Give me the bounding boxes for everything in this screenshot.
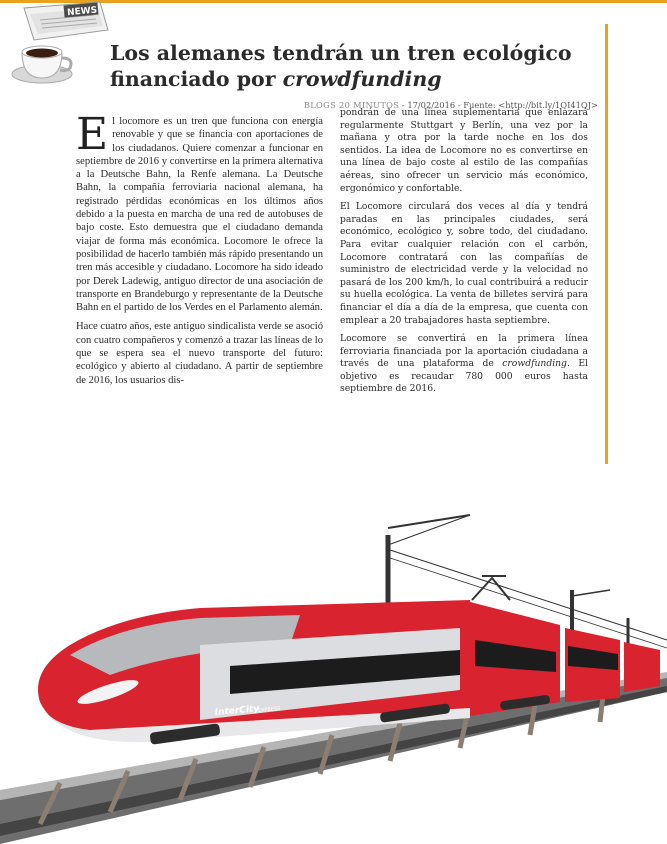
- newspaper-coffee-icon: [4, 0, 114, 90]
- paragraph-text: l locomore es un tren que funciona con energía renovable y que se financia con aportaciones de los ciudadanos. Quiere comenzar a funcionar en septiembre de 2016 y convertirse en la primera alternativa a la Deutsche Bahn, la Renfe alemana. La Deutsche Bahn, la compañía ferroviaria nacional alemana, ha registrado pérdidas económicas en los últimos años debido a la puesta en marcha de una red de autobuses de bajo coste. Esto demuestra que el ciudadano demanda viajar de forma más económica. Locomore le ofrece la posibilidad de hacerlo también más rápido presentando un tren más accesible y ciudadano. Locomore ha sido ideado por Derek Ladewig, antiguo director de una asociación de transporte en Brandeburgo y representante de la Deutsche Bahn en el partido de los Verdes en el Parlamento alemán.: [76, 116, 323, 314]
- newspaper-icon: [24, 2, 108, 40]
- right-accent-bar: [605, 24, 608, 464]
- train-brand-sub: EXPRESS: [257, 706, 281, 714]
- train-illustration: [0, 440, 667, 844]
- title-line2-prefix: financiado por: [110, 67, 283, 91]
- byline-date-source: - 17/02/2016 - Fuente: <http://bit.ly/1QI41QJ>: [399, 100, 598, 110]
- article-column-left: [76, 109, 323, 393]
- crowdfunding-italic: crowdfunding: [502, 358, 567, 370]
- coffee-cup-icon: [12, 46, 72, 83]
- drop-cap: E: [76, 109, 109, 160]
- pantograph: [472, 576, 510, 600]
- article-column-right: [340, 107, 588, 402]
- paragraph: [76, 109, 323, 314]
- title-line2-italic: crowdfunding: [282, 67, 442, 91]
- train-brand-label: InterCity: [214, 704, 260, 718]
- news-badge-label: NEWS: [66, 5, 98, 19]
- paragraph-text: . El objetivo es recaudar 780 000 euros hasta septiembre de 2016.: [340, 358, 588, 395]
- article-title: [110, 40, 600, 92]
- paragraph: [340, 333, 588, 396]
- byline-source: BLOGS 20 MINUTOS: [303, 100, 400, 110]
- paragraph: El Locomore circulará dos veces al día y tendrá paradas en las principales ciudades, será económico, ecológico y, sobre todo, del ciudadano. Para evitar cualquier relación con el carbón, Locomore contratará con las compañías de suministro de electricidad verde y la velocidad no pasará de los 200 km/h, lo cual contribuirá a reducir su huella ecológica. La venta de billetes servirá para financiar el día a día de la empresa, que cuenta con emplear a 20 trabajadores hasta septiembre.: [340, 201, 588, 326]
- train-body: [38, 600, 660, 742]
- title-line1: Los alemanes tendrán un tren ecológico: [110, 41, 572, 65]
- paragraph: Hace cuatro años, este antiguo sindicalista verde se asoció con cuatro compañeros y comenzó a trazar las líneas de lo que se espera sea el nuevo transporte del futuro: ecológico y abierto al ciudadano. A partir de septiembre de 2016, los usuarios dis-: [76, 321, 323, 386]
- paragraph-text: Locomore se convertirá en la primera línea ferroviaria financiada por la aportación ciudadana a través de una plataforma de: [340, 333, 588, 370]
- paragraph: pondrán de una línea suplementaria que enlazará regularmente Stuttgart y Berlín, una vez por la mañana y otra por la tarde noche en los dos sentidos. La idea de Locomore no es convertirse en una línea de bajo coste al estilo de las compañías aéreas, sino ofrecer un servicio más económico, ergonómico y confortable.: [340, 107, 588, 194]
